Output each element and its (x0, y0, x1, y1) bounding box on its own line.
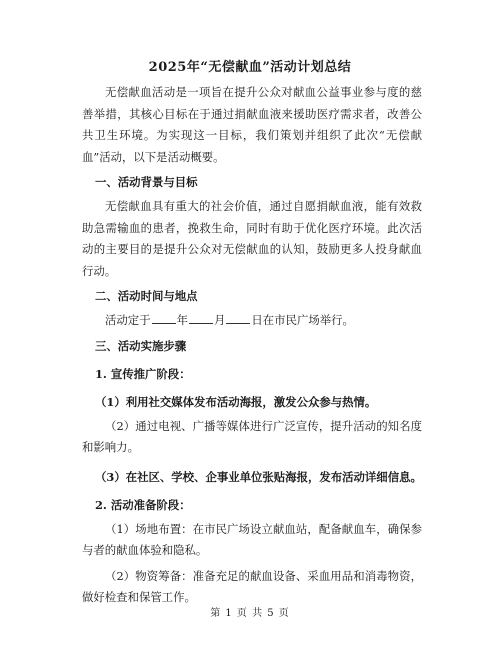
section-3-heading: 三、活动实施步骤 (95, 338, 187, 353)
section-1-paragraph: 无偿献血具有重大的社会价值，通过自愿捐献血液，能有效救助急需输血的患者，挽救生命，同时有助于优化医疗环境。此次活动的主要目的是提升公众对无偿献血的认知，鼓励更多人投身献血行动。 (82, 199, 422, 278)
year-blank (152, 311, 176, 324)
day-blank (226, 311, 250, 324)
section-1-heading: 一、活动背景与目标 (95, 175, 198, 189)
section-2-prefix: 活动定于 (105, 313, 151, 327)
month-blank (189, 311, 213, 324)
step-1-heading: 1. 宣传推广阶段： (95, 366, 191, 381)
step-1-item-3: （3）在社区、学校、企事业单位张贴海报，发布活动详细信息。 (95, 469, 422, 484)
document-title: 2025年“无偿献血”活动计划总结 (148, 60, 352, 75)
section-2-year: 年 (176, 313, 188, 327)
step-2-item-2: （2）物资筹备：准备充足的献血设备、采血用品和消毒物资，做好检查和保管工作。 (82, 568, 422, 604)
section-2-paragraph (82, 310, 422, 332)
step-1-item-2: （2）通过电视、广播等媒体进行广泛宣传，提升活动的知名度和影响力。 (82, 418, 422, 454)
step-1-item-1: （1）利用社交媒体发布活动海报，激发公众参与热情。 (95, 394, 377, 409)
section-2-suffix: 日在市民广场举行。 (251, 313, 354, 327)
step-2-heading: 2. 活动准备阶段： (95, 497, 191, 512)
document-body (82, 82, 422, 609)
section-2-month: 月 (213, 313, 226, 327)
section-2-heading: 二、活动时间与地点 (95, 289, 198, 303)
step-2-item-1: （1）场地布置：在市民广场设立献血站，配备献血车，确保参与者的献血体验和隐私。 (82, 521, 422, 557)
intro-paragraph: 无偿献血活动是一项旨在提升公众对献血公益事业参与度的慈善举措，其核心目标在于通过捐献血液来援助医疗需求者，改善公共卫生环境。为实现这一目标，我们策划并组织了此次“无偿献血”活动，以下是活动概要。 (82, 85, 422, 164)
page-number: 第 1 页 共 5 页 (210, 608, 290, 619)
